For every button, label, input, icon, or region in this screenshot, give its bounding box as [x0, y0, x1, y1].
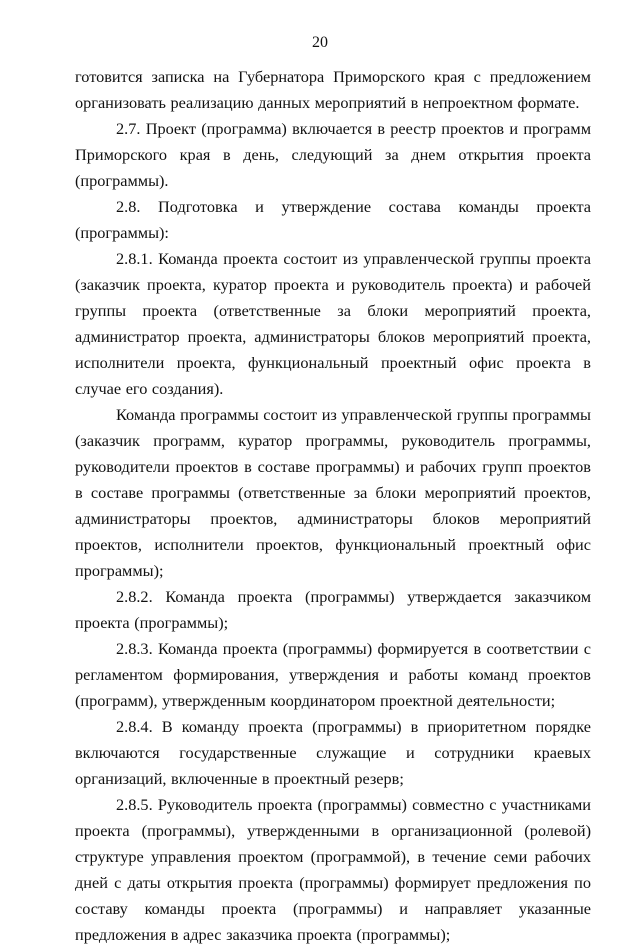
paragraph-2-8-5: 2.8.5. Руководитель проекта (программы) совместно с участниками проекта (программы), утвержденными в организационной (ролевой) структуре управления проектом (программой), в течение семи рабочих дней с даты открытия проекта (программы) формирует предложения по составу команды проекта (программы) и направляет указанные предложения в адрес заказчика проекта (программы);: [75, 795, 591, 944]
paragraph-2-7: 2.7. Проект (программа) включается в реестр проектов и программ Приморского края в день, следующий за днем открытия проекта (программы).: [75, 119, 591, 190]
paragraph-2-8-3: 2.8.3. Команда проекта (программы) формируется в соответствии с регламентом формирования, утверждения и работы команд проектов (программ), утвержденным координатором проектной деятельности;: [75, 639, 591, 710]
paragraph-2-8-1: 2.8.1. Команда проекта состоит из управленческой группы проекта (заказчик проекта, куратор проекта и руководитель проекта) и рабочей группы проекта (ответственные за блоки мероприятий проекта, администратор проекта, администраторы блоков мероприятий проекта, исполнители проекта, функциональный проектный офис проекта в случае его создания).: [75, 249, 591, 398]
paragraph-program-team: Команда программы состоит из управленческой группы программы (заказчик программ, куратор программы, руководитель программы, руководители проектов в составе программы) и рабочих групп проектов в составе программы (ответственные за блоки мероприятий проектов, администраторы проектов, администраторы блоков мероприятий проектов, исполнители проектов, функциональный проектный офис программы);: [75, 405, 591, 580]
paragraph-2-8-4: 2.8.4. В команду проекта (программы) в приоритетном порядке включаются государственные служащие и сотрудники краевых организаций, включенные в проектный резерв;: [75, 717, 591, 788]
page-number: 20: [312, 34, 328, 51]
paragraph-2-8: 2.8. Подготовка и утверждение состава команды проекта (программы):: [75, 197, 591, 242]
paragraph-continuation: готовится записка на Губернатора Приморского края с предложением организовать реализацию данных мероприятий в непроектном формате.: [75, 67, 591, 112]
document-body: [75, 64, 591, 948]
paragraph-2-8-2: 2.8.2. Команда проекта (программы) утверждается заказчиком проекта (программы);: [75, 587, 591, 632]
